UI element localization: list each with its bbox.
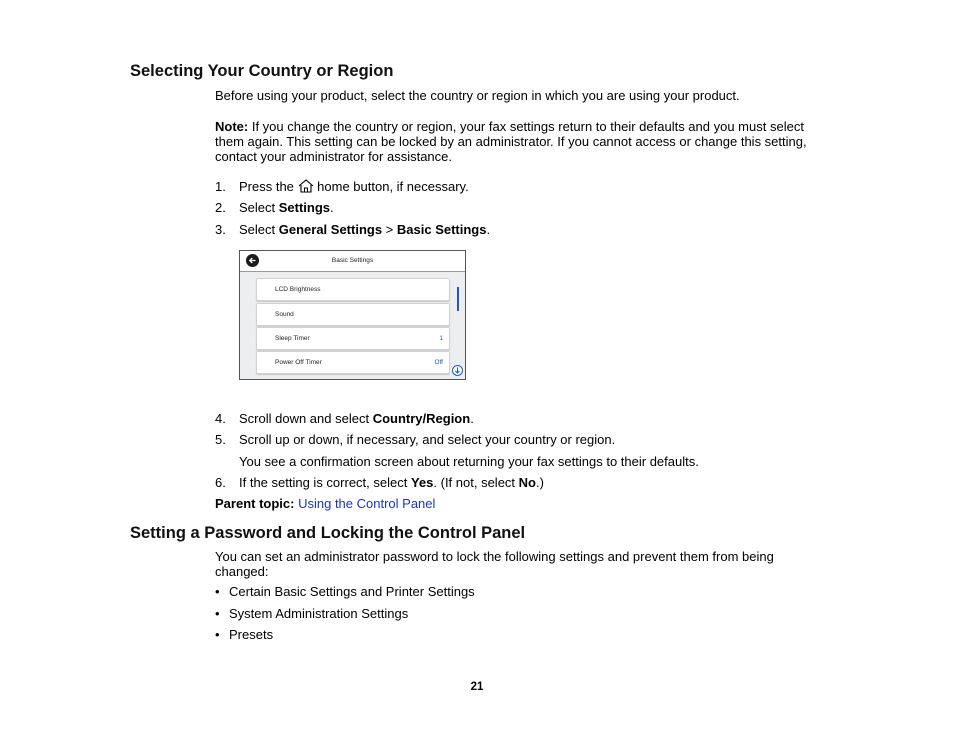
note-text: If you change the country or region, your fax settings return to their defaults and you must select them again. This setting can be locked by an administrator. If you cannot access or change this setting, contact your administrator for assistance. [215, 119, 807, 164]
step-text: . [486, 222, 491, 237]
step-4 [239, 411, 474, 426]
lcd-header [240, 251, 465, 272]
step-bold: Country/Region [372, 411, 471, 426]
bullet-dot: • [215, 627, 220, 642]
lcd-title: Basic Settings [331, 257, 374, 264]
step-5-subtext: You see a confirmation screen about returning your fax settings to their defaults. [239, 454, 699, 469]
step-5 [239, 432, 615, 447]
step-number: 5. [215, 432, 226, 447]
lcd-item-value: Off [434, 359, 443, 366]
step-number: 3. [215, 222, 226, 237]
section-heading-country: Selecting Your Country or Region [130, 62, 394, 80]
step-2 [239, 200, 334, 215]
lcd-item-label: LCD Brightness [275, 286, 321, 293]
home-icon [298, 179, 314, 193]
step-text: . [470, 411, 474, 426]
step-1 [239, 179, 469, 194]
intro-paragraph: Before using your product, select the country or region in which you are using your product. [215, 88, 740, 103]
step-bold: Yes [410, 475, 434, 490]
parent-topic [215, 496, 435, 511]
step-text: > [382, 222, 397, 237]
lcd-item-label: Sleep Timer [275, 335, 310, 342]
password-intro: You can set an administrator password to lock the following settings and prevent them from being changed: [215, 549, 774, 579]
lcd-item-sleep-timer[interactable] [256, 327, 450, 350]
step-3 [239, 222, 490, 237]
lcd-item-power-off-timer[interactable] [256, 351, 450, 374]
step-text: Scroll down and select [239, 411, 373, 426]
control-panel-screenshot [239, 250, 466, 380]
bullet-dot: • [215, 606, 220, 621]
step-text: Press the [239, 179, 294, 194]
step-text: If the setting is correct, select [239, 475, 411, 490]
scrollbar-indicator[interactable] [457, 287, 459, 311]
step-bold: Settings [278, 200, 331, 215]
step-bold: No [518, 475, 536, 490]
step-6 [239, 475, 544, 490]
bullet-dot: • [215, 584, 220, 599]
parent-topic-label: Parent topic: [215, 496, 295, 511]
step-number: 6. [215, 475, 226, 490]
step-text: Scroll up or down, if necessary, and select your country or region. [239, 432, 616, 447]
list-item: Presets [229, 627, 274, 642]
step-text: home button, if necessary. [317, 179, 469, 194]
step-bold: General Settings [278, 222, 383, 237]
step-text: . [330, 200, 334, 215]
step-number: 1. [215, 179, 226, 194]
step-text: Select [239, 222, 279, 237]
lcd-item-label: Power Off Timer [275, 359, 322, 366]
parent-topic-link[interactable]: Using the Control Panel [298, 496, 436, 511]
lcd-item-label: Sound [275, 311, 294, 318]
step-bold: Basic Settings [396, 222, 487, 237]
note-label: Note: [215, 119, 249, 134]
scroll-down-icon[interactable] [452, 365, 463, 376]
lcd-item-sound[interactable] [256, 303, 450, 326]
step-text: .) [536, 475, 544, 490]
lcd-list [240, 272, 465, 379]
page-number: 21 [470, 681, 484, 693]
list-item: System Administration Settings [229, 606, 409, 621]
step-number: 2. [215, 200, 226, 215]
lcd-item-value: 1 [439, 335, 443, 342]
lcd-item-lcd-brightness[interactable] [256, 278, 450, 301]
note-paragraph [215, 119, 820, 164]
step-text: . (If not, select [433, 475, 519, 490]
list-item: Certain Basic Settings and Printer Settings [229, 584, 475, 599]
section-heading-password: Setting a Password and Locking the Control Panel [130, 524, 526, 542]
step-text: Select [239, 200, 279, 215]
step-number: 4. [215, 411, 226, 426]
